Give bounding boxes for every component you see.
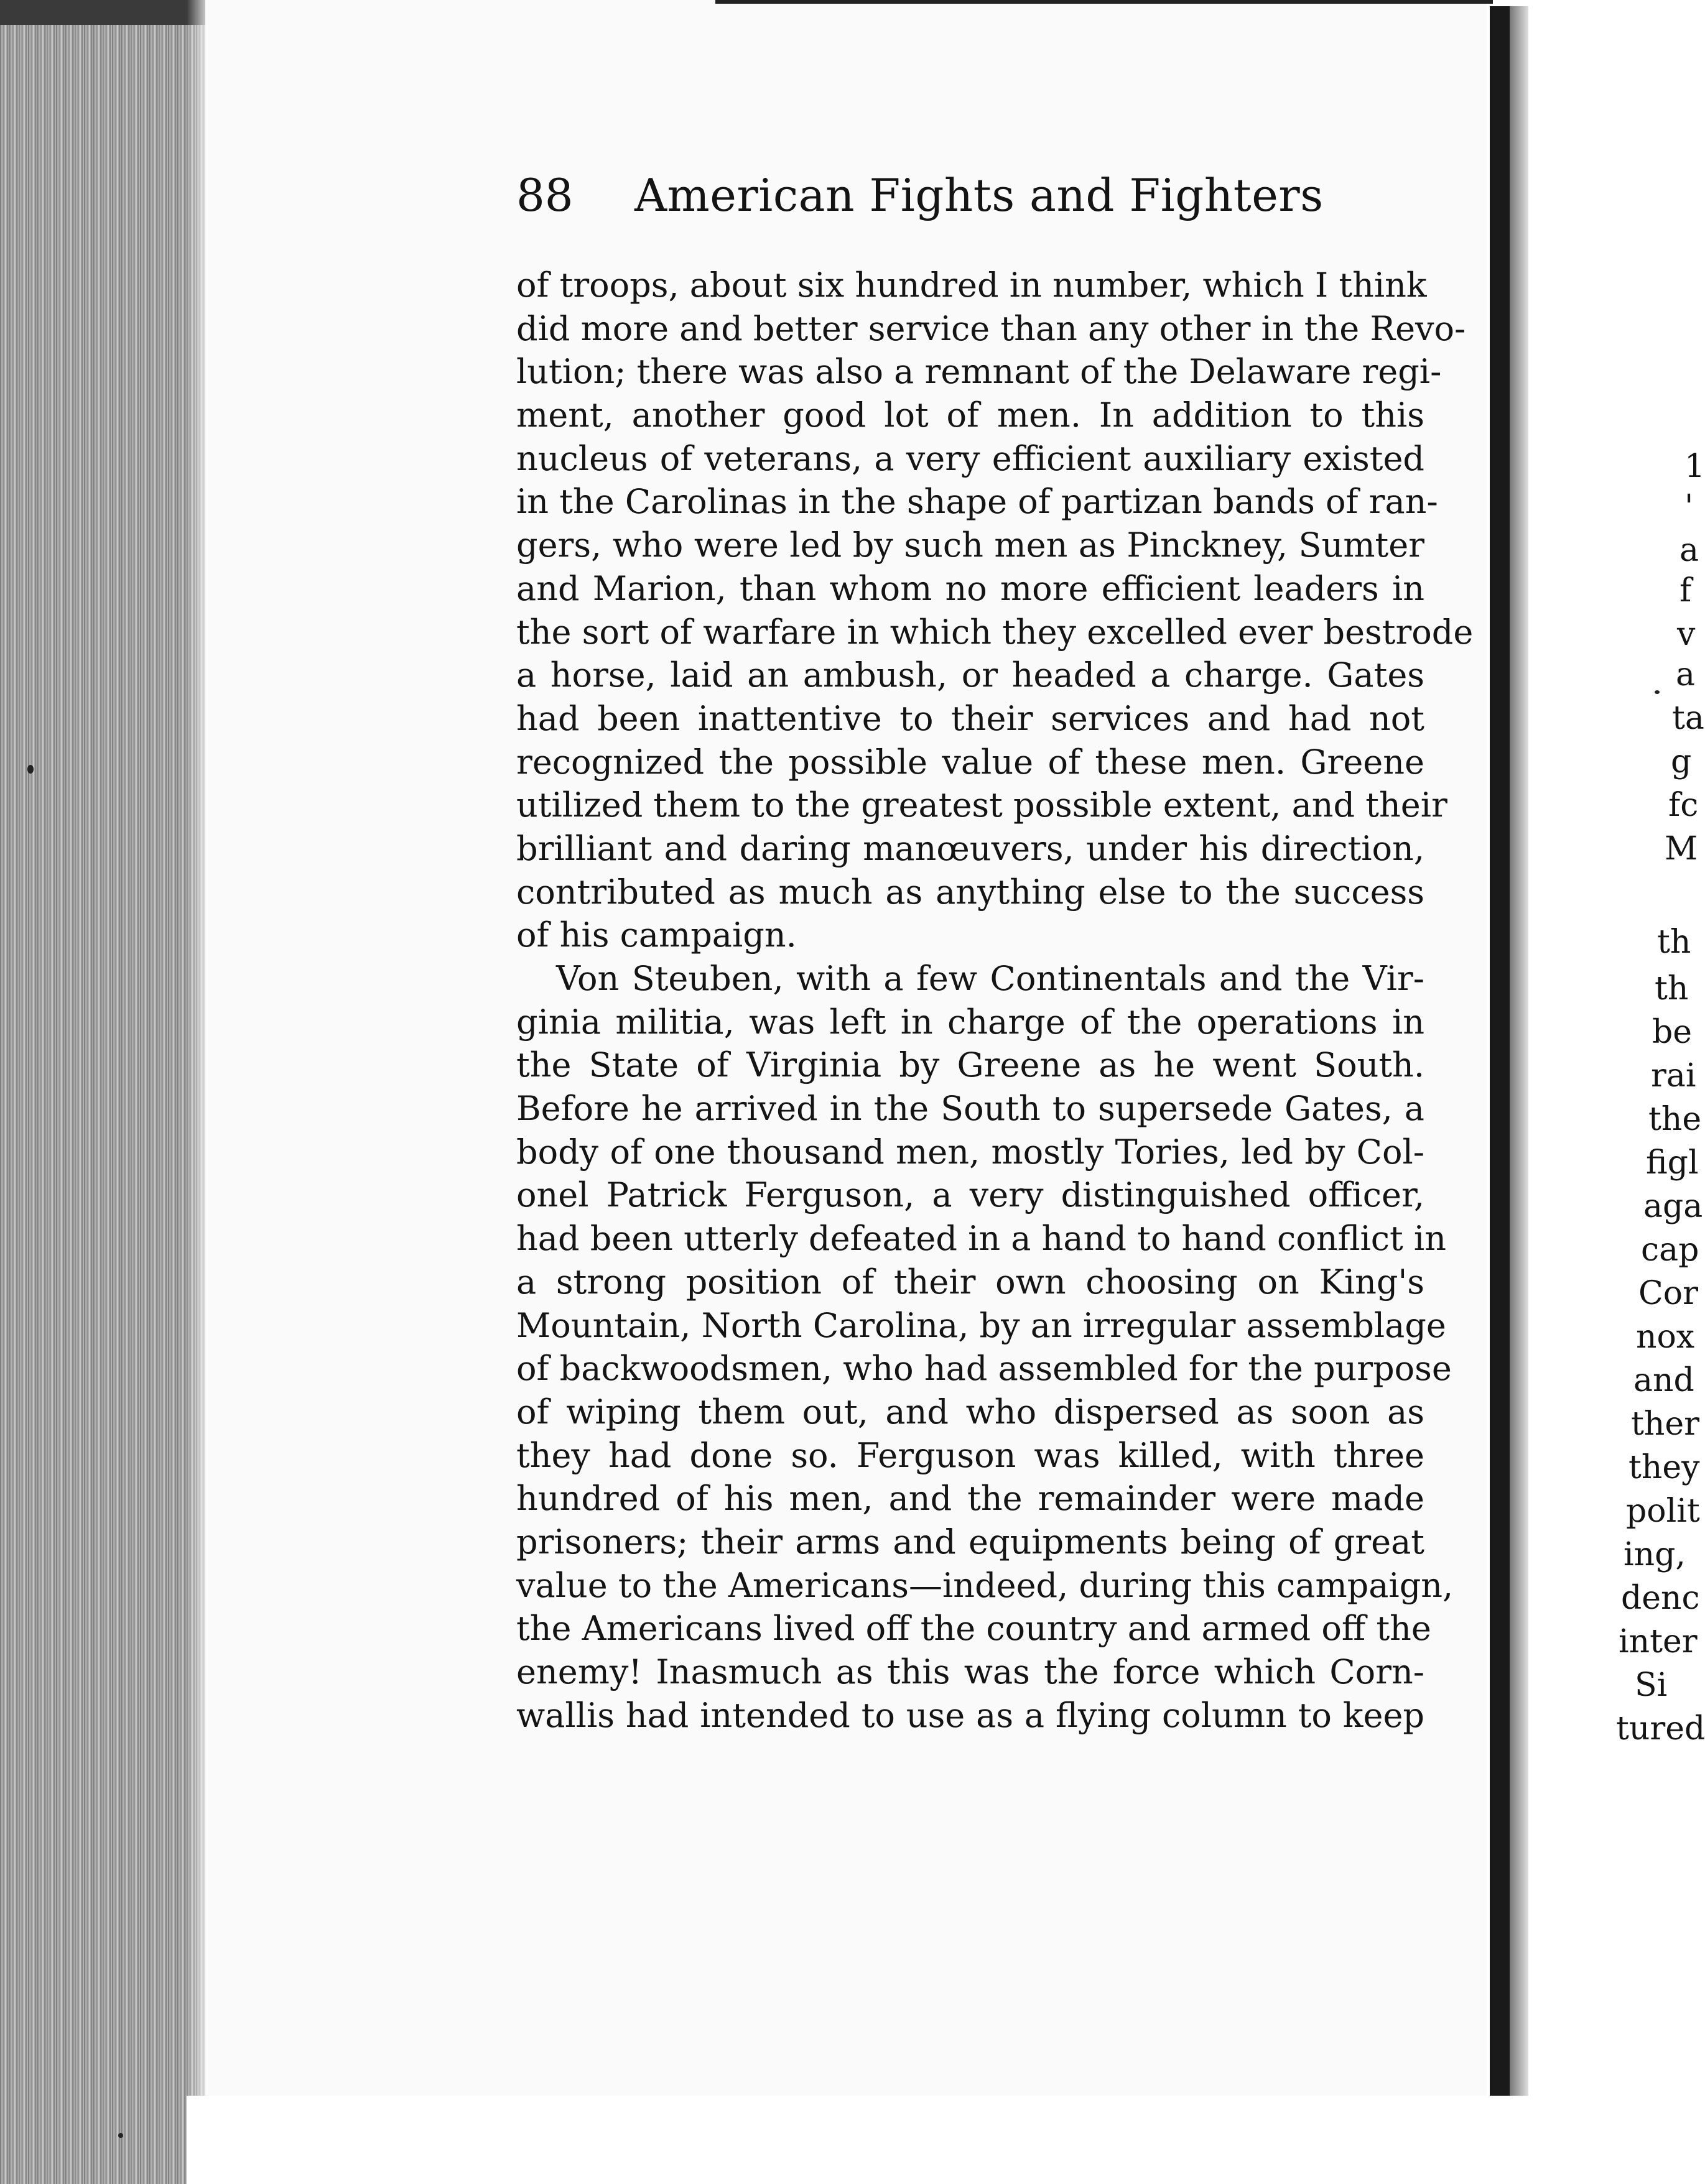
facing-fragment: and — [1633, 1362, 1694, 1399]
facing-fragment: ther — [1631, 1405, 1700, 1443]
text-line: the Americans lived off the country and armed off the — [516, 1609, 1431, 1649]
facing-fragment: cap — [1641, 1231, 1699, 1269]
text-line: prisoners; their arms and equipments being of great — [516, 1522, 1424, 1562]
facing-fragment: th — [1655, 970, 1689, 1007]
facing-fragment: polit — [1626, 1492, 1700, 1530]
text-line: had been inattentive to their services and had not — [516, 698, 1424, 738]
facing-fragment: Si — [1635, 1667, 1668, 1704]
facing-fragment: 1 — [1684, 448, 1705, 485]
facing-fragment: fc — [1668, 787, 1699, 824]
facing-fragment: M — [1665, 830, 1698, 868]
text-line: the sort of warfare in which they excelled ever bestrode — [516, 612, 1474, 652]
facing-fragment: f — [1679, 572, 1692, 609]
text-line: hundred of his men, and the remainder were made — [516, 1479, 1424, 1519]
scan-speck — [118, 2133, 123, 2138]
text-line: Before he arrived in the South to supersede Gates, a — [516, 1089, 1424, 1129]
facing-fragment: v — [1677, 616, 1696, 653]
text-line: a horse, laid an ambush, or headed a charge. Gates — [516, 655, 1424, 695]
facing-fragment: nox — [1636, 1318, 1695, 1356]
text-line: enemy! Inasmuch as this was the force which Corn- — [516, 1652, 1424, 1691]
top-binding-rule — [715, 0, 1493, 4]
facing-fragment: rai — [1651, 1057, 1696, 1094]
facing-fragment: g — [1671, 743, 1692, 780]
text-line: utilized them to the greatest possible extent, and their — [516, 785, 1447, 825]
text-line: brilliant and daring manœuvers, under his direction, — [516, 828, 1424, 868]
text-line: contributed as much as anything else to the success — [516, 872, 1424, 912]
facing-fragment: ' — [1684, 488, 1694, 525]
text-line: of his campaign. — [516, 915, 797, 955]
book-title: American Fights and Fighters — [634, 169, 1324, 221]
page-bottom-margin — [187, 2096, 1493, 2184]
binding-gutter-shadow — [1510, 6, 1528, 2096]
facing-fragment: aga — [1643, 1188, 1703, 1225]
facing-fragment: they — [1628, 1449, 1700, 1486]
facing-fragment: a — [1679, 532, 1699, 569]
text-line: of troops, about six hundred in number, which I think — [516, 266, 1427, 305]
text-line: and Marion, than whom no more efficient leaders in — [516, 568, 1424, 608]
text-line: did more and better service than any other in the Revo- — [516, 308, 1466, 348]
text-line: wallis had intended to use as a flying column to keep — [516, 1695, 1424, 1735]
facing-fragment: tured — [1616, 1710, 1705, 1747]
facing-fragment: Cor — [1638, 1275, 1698, 1312]
text-line: lution; there was also a remnant of the Delaware regi- — [516, 352, 1442, 392]
text-line: of backwoodsmen, who had assembled for the purpose — [516, 1349, 1452, 1389]
facing-fragment: th — [1657, 923, 1691, 961]
text-line: onel Patrick Ferguson, a very distinguished officer, — [516, 1175, 1424, 1215]
facing-fragment: figl — [1646, 1144, 1699, 1182]
text-line: Von Steuben, with a few Continentals and the Vir- — [556, 959, 1424, 998]
scan-speck — [27, 765, 34, 774]
text-line: the State of Virginia by Greene as he went South. — [516, 1045, 1424, 1085]
page-edges-top-shadow — [0, 0, 211, 25]
binding-gutter — [1490, 6, 1510, 2096]
text-line: body of one thousand men, mostly Tories, led by Col- — [516, 1132, 1424, 1172]
text-line: value to the Americans—indeed, during this campaign, — [516, 1565, 1454, 1605]
body-text — [516, 264, 1474, 1737]
text-line: had been utterly defeated in a hand to hand conflict in — [516, 1219, 1446, 1259]
text-line: ginia militia, was left in charge of the operations in — [516, 1002, 1424, 1042]
text-line: gers, who were led by such men as Pinckney, Sumter — [516, 525, 1424, 565]
running-head — [516, 167, 1324, 224]
text-line: a strong position of their own choosing on King's — [516, 1262, 1424, 1302]
page-edges-stack — [0, 0, 211, 2184]
facing-fragment: ta — [1672, 700, 1704, 737]
text-line: ment, another good lot of men. In addition to this — [516, 396, 1424, 435]
page-number: 88 — [516, 169, 574, 221]
text-line: they had done so. Ferguson was killed, with three — [516, 1435, 1424, 1475]
scan-speck — [1655, 690, 1660, 694]
facing-fragment: inter — [1619, 1623, 1698, 1660]
facing-fragment: be — [1652, 1014, 1693, 1051]
facing-fragment: a — [1676, 656, 1696, 693]
text-line: in the Carolinas in the shape of partizan bands of ran- — [516, 482, 1438, 522]
text-line: nucleus of veterans, a very efficient auxiliary existed — [516, 438, 1424, 478]
facing-fragment: denc — [1621, 1580, 1700, 1617]
facing-fragment: the — [1648, 1101, 1702, 1138]
text-line: recognized the possible value of these men. Greene — [516, 742, 1424, 782]
text-line: of wiping them out, and who dispersed as soon as — [516, 1392, 1424, 1432]
facing-fragment: ing, — [1624, 1536, 1686, 1573]
text-line: Mountain, North Carolina, by an irregular assemblage — [516, 1305, 1446, 1345]
